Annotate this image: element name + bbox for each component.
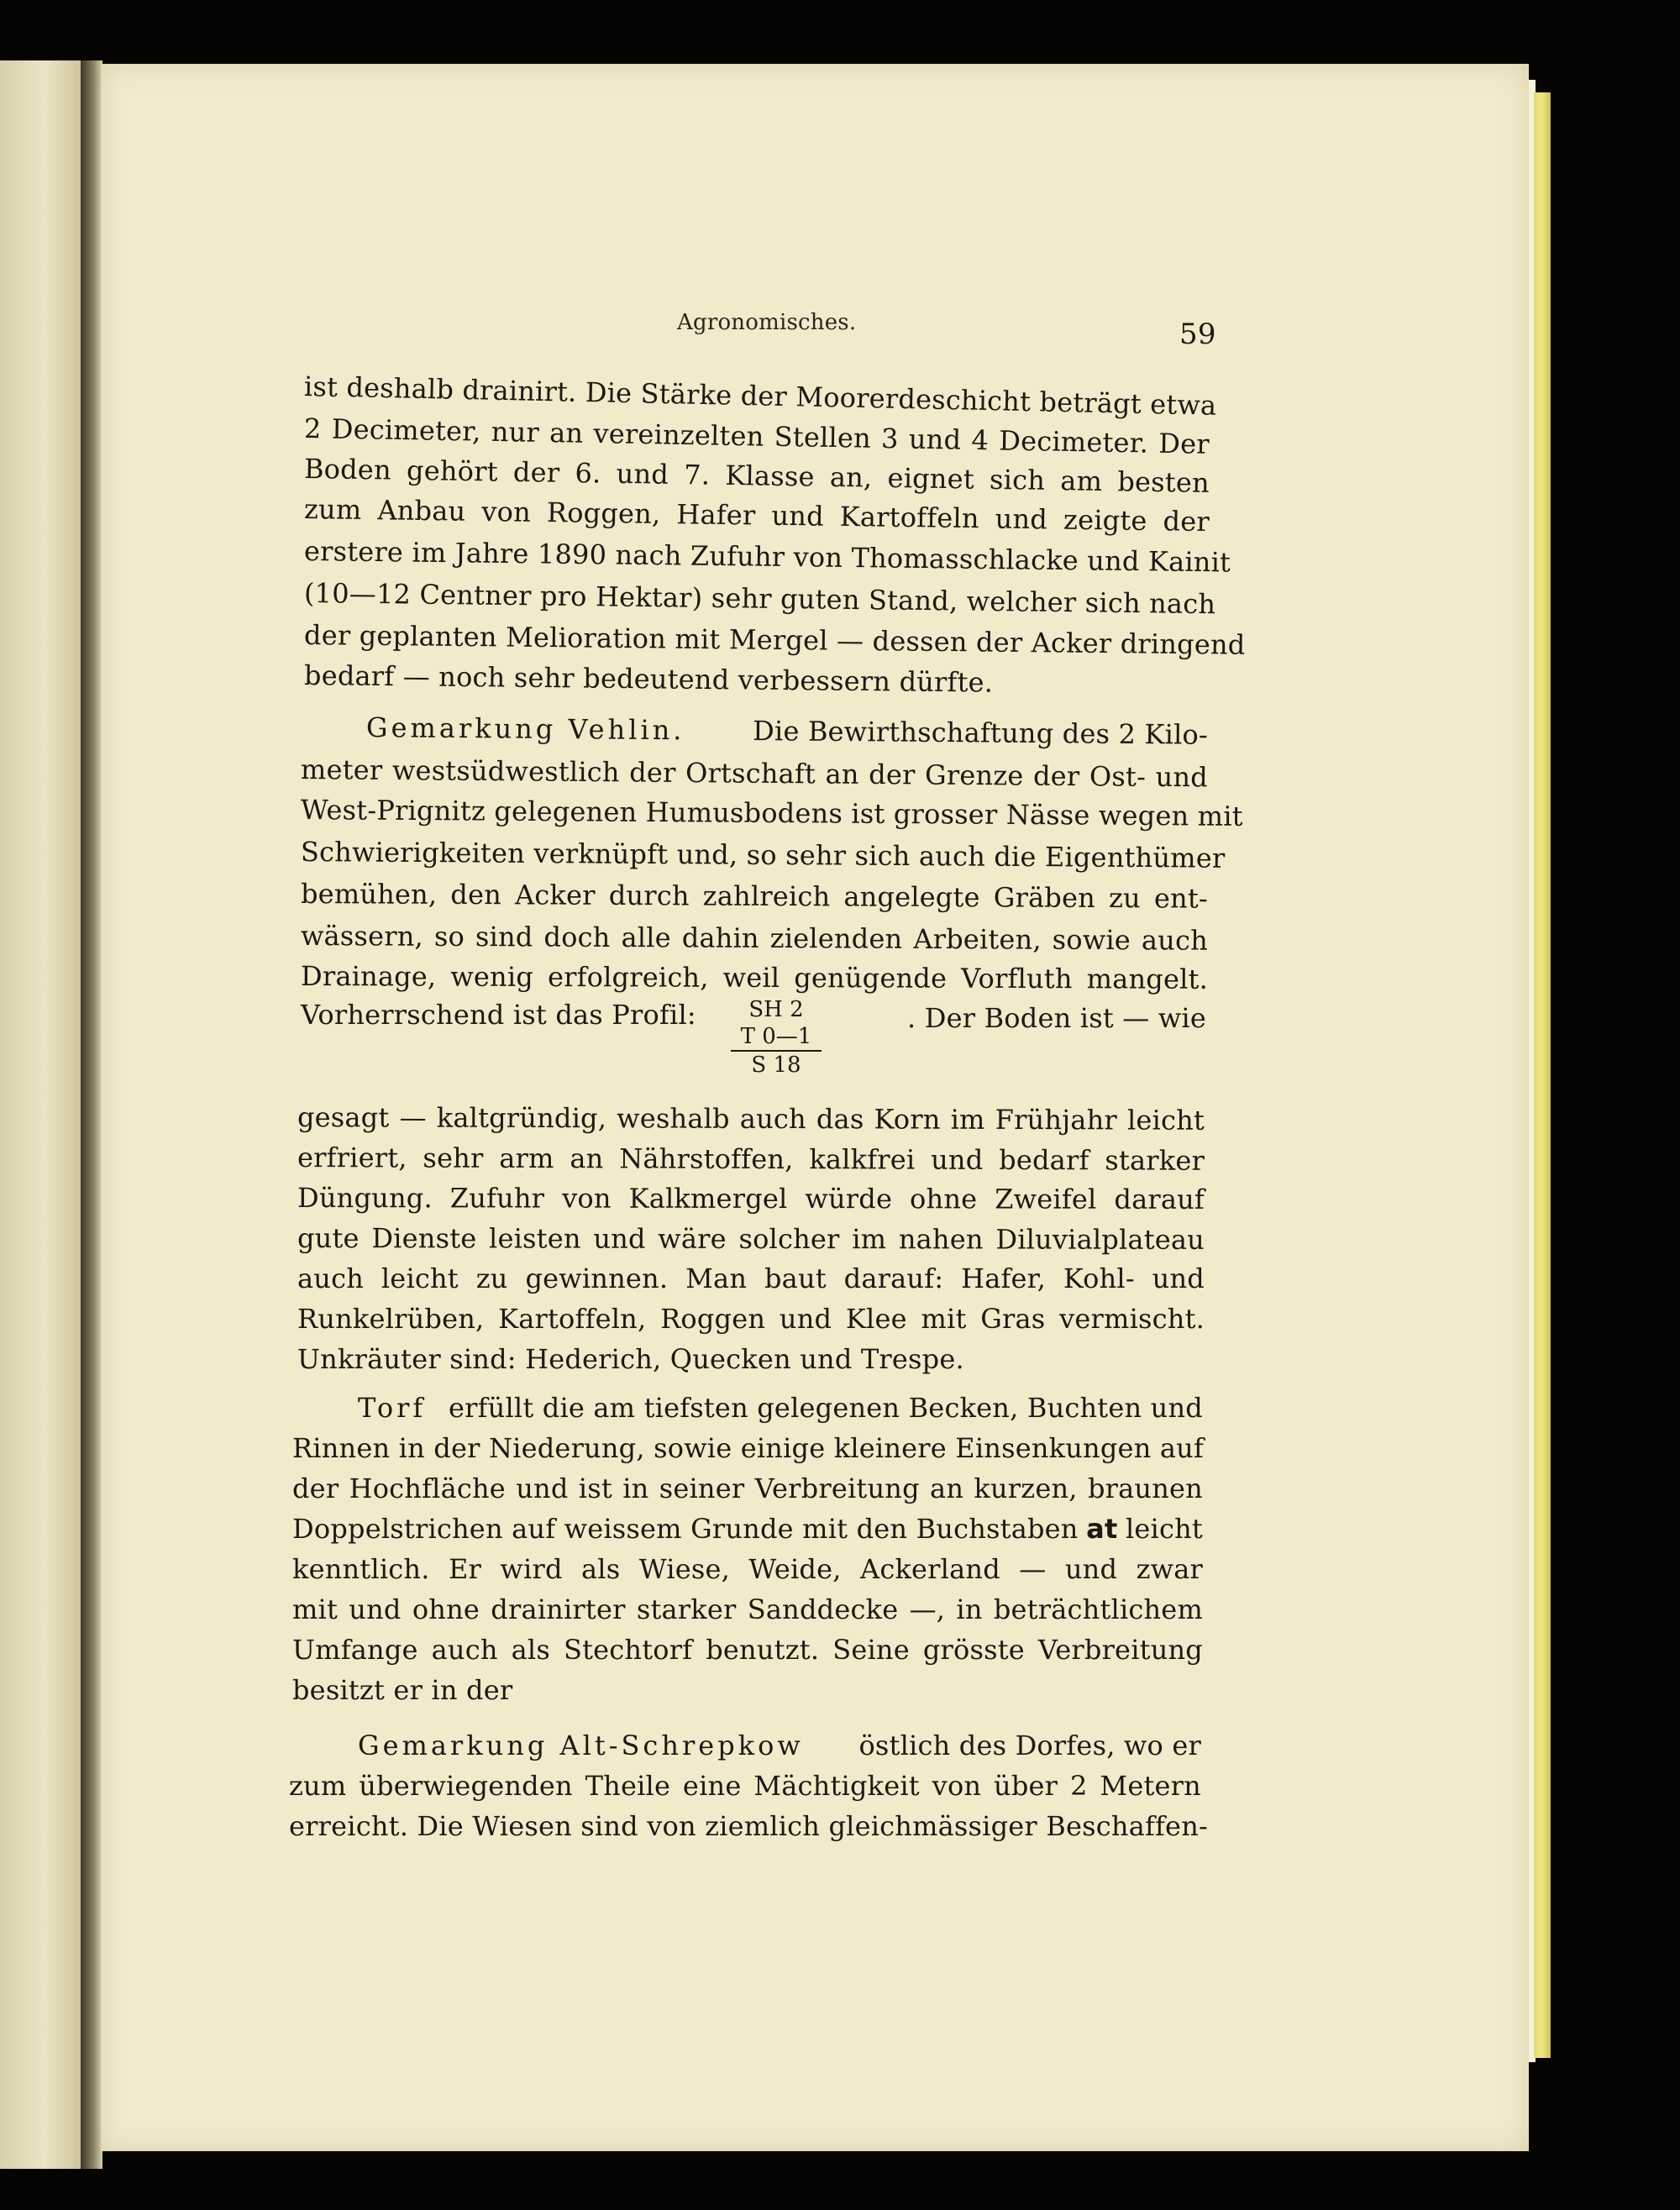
text-line: Rinnen in der Niederung, sowie einige kleinere Einsenkungen auf xyxy=(292,1432,1205,1464)
paragraph-first-line xyxy=(358,1729,1201,1762)
page-block-edge xyxy=(1534,92,1551,2058)
formula-row: SH 2 xyxy=(748,997,804,1022)
section-heading: Gemarkung Vehlin. xyxy=(365,711,685,747)
text-span: Doppelstrichen auf weissem Grunde mit den Buchstaben xyxy=(292,1513,1079,1545)
section-heading: Gemarkung Alt-Schrepkow xyxy=(358,1730,804,1761)
text-span: östlich des Dorfes, wo er xyxy=(858,1730,1201,1761)
map-symbol: at xyxy=(1086,1513,1118,1545)
text-line: kenntlich. Er wird als Wiese, Weide, Ackerland — und zwar xyxy=(292,1553,1203,1585)
text-line: erfriert, sehr arm an Nährstoffen, kalkfrei und bedarf starker xyxy=(297,1142,1205,1177)
section-heading: Torf xyxy=(358,1392,427,1424)
text-span: leicht xyxy=(1125,1513,1203,1545)
text-line: bemühen, den Acker durch zahlreich angelegte Gräben zu ent- xyxy=(300,878,1209,915)
text-line: bedarf — noch sehr bedeutend verbessern dürfte. xyxy=(303,659,994,699)
text-line: Runkelrüben, Kartoffeln, Roggen und Klee mit Gras vermischt. xyxy=(297,1303,1205,1335)
text-span: . Der Boden ist — wie xyxy=(906,1002,1206,1034)
text-span: Die Bewirthschaftung des 2 Kilo- xyxy=(752,715,1209,751)
running-head: Agronomisches. xyxy=(677,310,857,335)
left-page-edge xyxy=(0,60,81,2169)
text-line: Unkräuter sind: Hederich, Quecken und Trespe. xyxy=(297,1343,964,1375)
text-line: gesagt — kaltgründig, weshalb auch das Korn im Frühjahr leicht xyxy=(297,1101,1205,1136)
book-gutter xyxy=(81,60,102,2169)
paragraph-first-line xyxy=(358,1391,1203,1425)
text-line: Schwierigkeiten verknüpft und, so sehr sich auch die Eigenthümer xyxy=(300,836,1226,874)
text-line: Boden gehört der 6. und 7. Klasse an, eignet sich am besten xyxy=(303,453,1210,499)
text-span: Vorherrschend ist das Profil: xyxy=(301,999,696,1031)
text-line: auch leicht zu gewinnen. Man baut darauf: Hafer, Kohl- und xyxy=(297,1262,1205,1294)
text-line: zum Anbau von Roggen, Hafer und Kartoffeln und zeigte der xyxy=(303,493,1210,538)
text-line xyxy=(292,1512,1203,1546)
text-line: erreicht. Die Wiesen sind von ziemlich gleichmässiger Beschaffen- xyxy=(289,1810,1209,1842)
text-line: der geplanten Melioration mit Mergel — dessen der Acker dringend xyxy=(303,619,1246,661)
text-line: (10—12 Centner pro Hektar) sehr guten Stand, welcher sich nach xyxy=(303,577,1216,621)
text-line: Düngung. Zufuhr von Kalkmergel würde ohne Zweifel darauf xyxy=(297,1182,1205,1215)
text-line: erstere im Jahre 1890 nach Zufuhr von Thomasschlacke und Kainit xyxy=(303,535,1231,579)
formula-row: S 18 xyxy=(751,1053,801,1078)
text-line: besitzt er in der xyxy=(292,1674,513,1706)
text-line: gute Dienste leisten und wäre solcher im nahen Diluvialplateau xyxy=(297,1222,1205,1256)
text-line: 2 Decimeter, nur an vereinzelten Stellen 3 und 4 Decimeter. Der xyxy=(303,412,1210,460)
text-line: West-Prignitz gelegenen Humusbodens ist grosser Nässe wegen mit xyxy=(300,794,1243,832)
text-line: ist deshalb drainirt. Die Stärke der Moorerdeschicht beträgt etwa xyxy=(303,370,1217,422)
profile-formula xyxy=(731,996,822,1079)
text-line: Umfange auch als Stechtorf benutzt. Seine grösste Verbreitung xyxy=(292,1634,1203,1666)
text-line: meter westsüdwestlich der Ortschaft an der Grenze der Ost- und xyxy=(300,753,1209,794)
text-line: Drainage, wenig erfolgreich, weil genügende Vorfluth mangelt. xyxy=(300,960,1209,995)
text-line: zum überwiegenden Theile eine Mächtigkeit von über 2 Metern xyxy=(289,1770,1201,1802)
formula-row: T 0—1 xyxy=(731,1023,822,1052)
page-number: 59 xyxy=(1179,318,1216,351)
text-span: erfüllt die am tiefsten gelegenen Becken, Buchten und xyxy=(448,1392,1203,1424)
text-line: wässern, so sind doch alle dahin zielenden Arbeiten, sowie auch xyxy=(300,920,1209,957)
text-line: der Hochfläche und ist in seiner Verbreitung an kurzen, braunen xyxy=(292,1472,1203,1504)
text-line: mit und ohne drainirter starker Sanddecke —, in beträchtlichem xyxy=(292,1593,1203,1625)
